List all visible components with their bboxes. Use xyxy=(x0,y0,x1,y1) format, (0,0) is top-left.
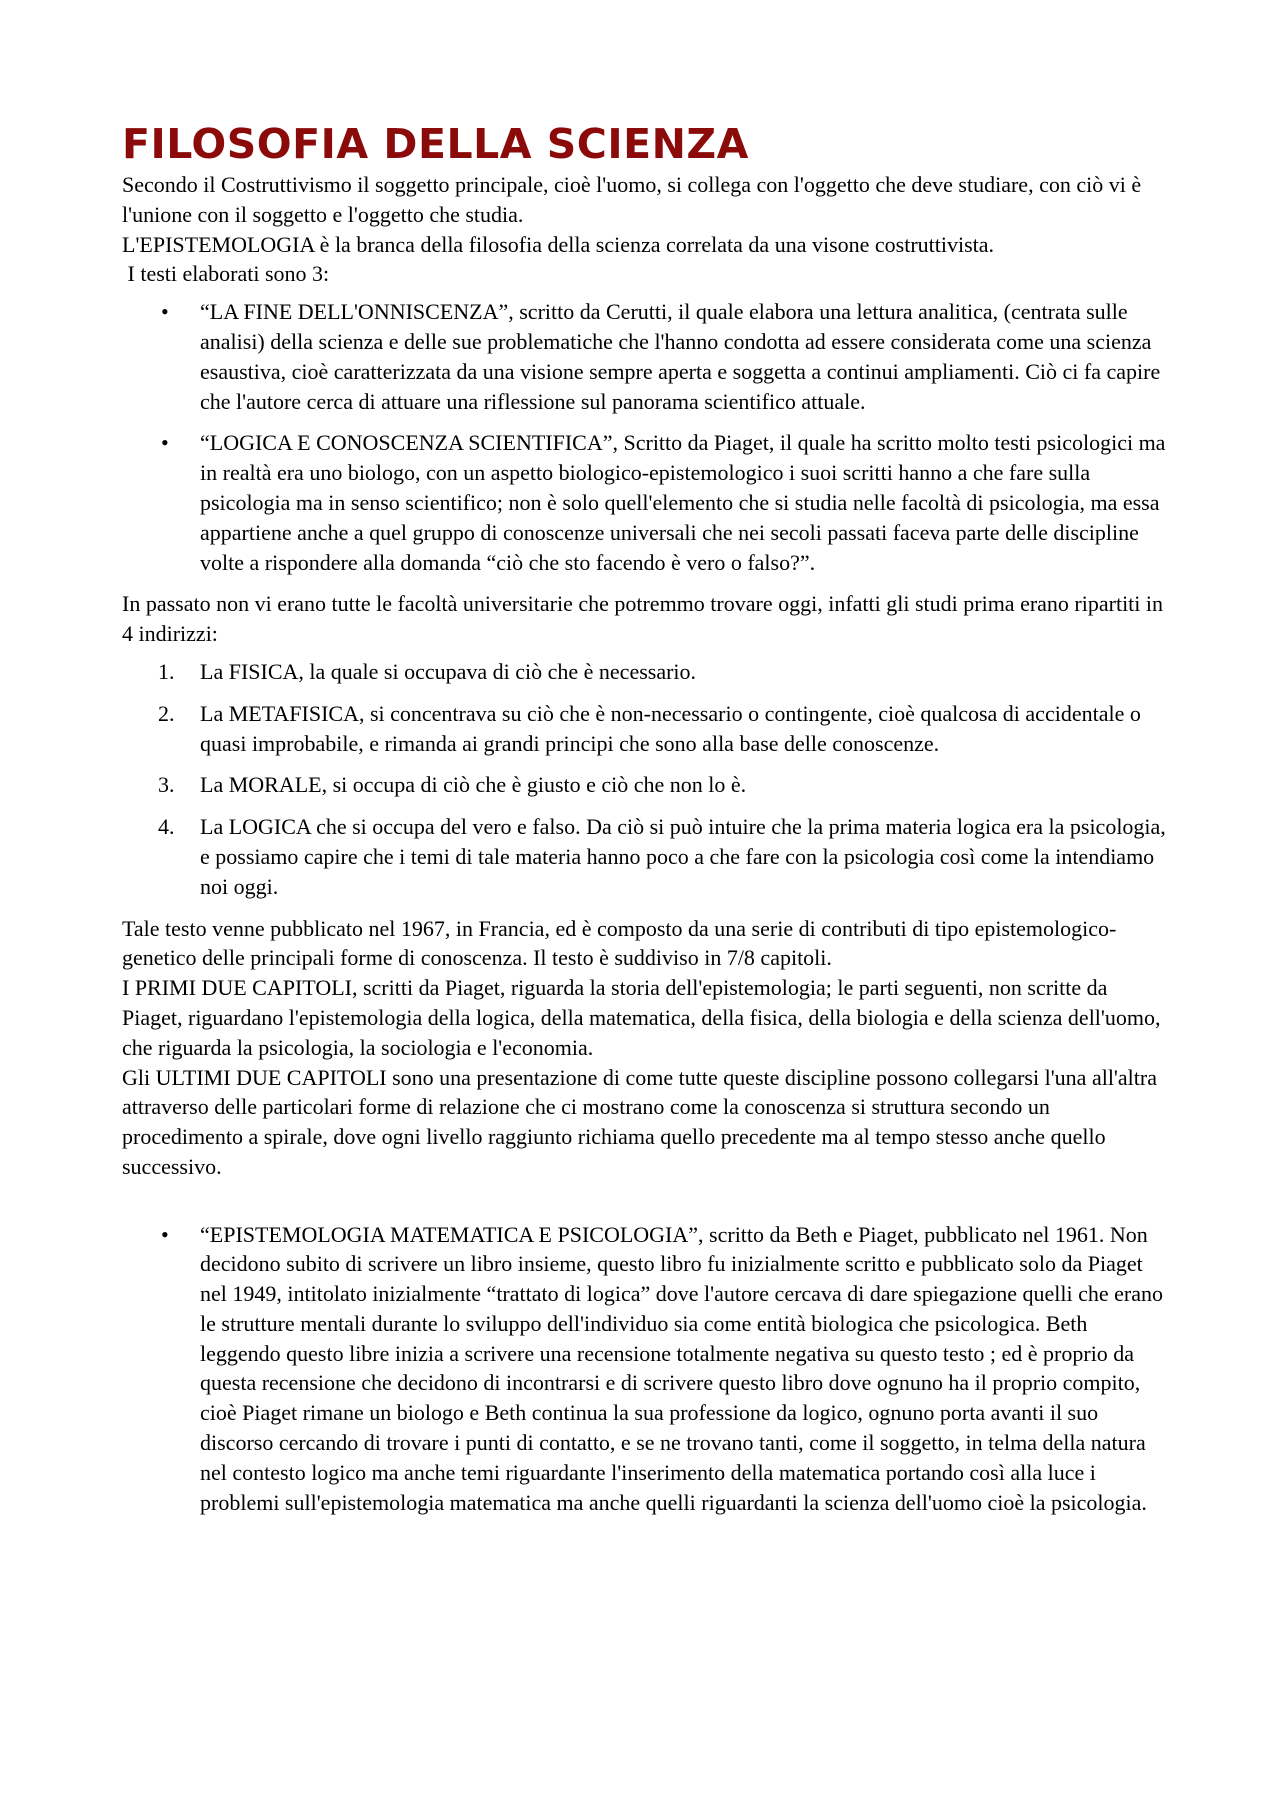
bullet-list xyxy=(122,297,1172,577)
intro-paragraph: I testi elaborati sono 3: xyxy=(122,261,330,287)
list-item-text: “LA FINE DELL'ONNISCENZA”, scritto da Cerutti, il quale elabora una lettura analitica, (centrata sulle analisi) della scienza e delle sue problematiche che l'hanno condotta ad essere considerata come una scienza esaustiva, cioè caratterizzata da una visione sempre aperta e soggetta a continui ampliamenti. Ciò ci fa capire che l'autore cerca di attuare una riflessione sul panorama scientifico attuale. xyxy=(200,299,1161,414)
list-item-text: “LOGICA E CONOSCENZA SCIENTIFICA”, Scritto da Piaget, il quale ha scritto molto testi psicologici ma in realtà era uno biologo, con un aspetto biologico-epistemologico i suoi scritti hanno a che fare sulla psicologia ma in senso scientifico; non è solo quell'elemento che si studia nelle facoltà di psicologia, ma essa appartiene anche a quel gruppo di conoscenze universali che nei secoli passati faceva parte delle discipline volte a rispondere alla domanda “ciò che sto facendo è vero o falso?”. xyxy=(200,430,1166,575)
list-item xyxy=(122,699,1172,759)
list-number: 4. xyxy=(158,814,175,840)
paragraph-spacer xyxy=(122,1182,1172,1212)
bullet-list xyxy=(122,1220,1172,1518)
list-item-text: La MORALE, si occupa di ciò che è giusto e ciò che non lo è. xyxy=(200,772,747,798)
list-number: 2. xyxy=(158,700,175,726)
numbered-list xyxy=(122,657,1172,902)
bullet-icon: • xyxy=(161,1221,169,1247)
body-paragraph: Gli ULTIMI DUE CAPITOLI sono una presentazione di come tutte queste discipline possono collegarsi l'una all'altra attraverso delle particolari forme di relazione che ci mostrano come la conoscenza si struttura secondo un procedimento a spirale, dove ogni livello raggiunto richiama quello precedente ma al tempo stesso anche quello successivo. xyxy=(122,1064,1157,1179)
list-item-text: La LOGICA che si occupa del vero e falso. Da ciò si può intuire che la prima materia logica era la psicologia, e possiamo capire che i temi di tale materia hanno poco a che fare con la psicologia così come la intendiamo noi oggi. xyxy=(200,814,1166,899)
list-item xyxy=(122,428,1172,577)
list-item-text: “EPISTEMOLOGIA MATEMATICA E PSICOLOGIA”, scritto da Beth e Piaget, pubblicato nel 1961. Non decidono subito di scrivere un libro insieme, questo libro fu inizialmente scritto e pubblicato solo da Piaget nel 1949, intitolato inizialmente “trattato di logica” dove l'autore cercava di dare spiegazione quelli che erano le strutture mentali durante lo sviluppo dell'individuo sia come entità biologica che psicologica. Beth leggendo questo libre inizia a scrivere una recensione totalmente negativa su questo testo ; ed è proprio da questa recensione che decidono di incontrarsi e di scrivere questo libro dove ognuno ha il proprio compito, cioè Piaget rimane un biologo e Beth continua la sua professione da logico, ognuno porta avanti il suo discorso cercando di trovare i punti di contatto, e se ne trovano tanti, come il soggetto, in telma della natura nel contesto logico ma anche temi riguardante l'inserimento della matematica portando così alla luce i problemi sull'epistemologia matematica ma anche quelli riguardanti la scienza dell'uomo cioè la psicologia. xyxy=(200,1221,1164,1515)
bullet-icon: • xyxy=(161,299,169,325)
document-body xyxy=(122,118,1172,1529)
list-item xyxy=(122,1220,1172,1518)
list-item-text: La FISICA, la quale si occupava di ciò che è necessario. xyxy=(200,658,697,684)
list-item-text: La METAFISICA, si concentrava su ciò che è non-necessario o contingente, cioè qualcosa di accidentale o quasi improbabile, e rimanda ai grandi principi che sono alla base delle conoscenze. xyxy=(200,700,1141,756)
bullet-icon: • xyxy=(161,430,169,456)
list-item xyxy=(122,812,1172,901)
list-item xyxy=(122,297,1172,416)
list-number: 3. xyxy=(158,772,175,798)
page-title: FILOSOFIA DELLA SCIENZA xyxy=(122,120,749,168)
intro-paragraph: Secondo il Costruttivismo il soggetto principale, cioè l'uomo, si collega con l'oggetto che deve studiare, con ciò vi è l'unione con il soggetto e l'oggetto che studia. xyxy=(122,172,1142,227)
intro-paragraph: L'EPISTEMOLOGIA è la branca della filosofia della scienza correlata da una visone costruttivista. xyxy=(122,231,995,257)
body-paragraph: I PRIMI DUE CAPITOLI, scritti da Piaget, riguarda la storia dell'epistemologia; le parti seguenti, non scritte da Piaget, riguardano l'epistemologia della logica, della matematica, della fisica, della biologia e della scienza dell'uomo, che riguarda la psicologia, la sociologia e l'economia. xyxy=(122,975,1161,1060)
body-paragraph: In passato non vi erano tutte le facoltà universitarie che potremmo trovare oggi, infatti gli studi prima erano ripartiti in 4 indirizzi: xyxy=(122,591,1164,647)
list-item xyxy=(122,770,1172,800)
list-item xyxy=(122,657,1172,687)
body-paragraph: Tale testo venne pubblicato nel 1967, in Francia, ed è composto da una serie di contributi di tipo epistemologico-genetico delle principali forme di conoscenza. Il testo è suddiviso in 7/8 capitoli. xyxy=(122,915,1117,971)
list-number: 1. xyxy=(158,658,175,684)
